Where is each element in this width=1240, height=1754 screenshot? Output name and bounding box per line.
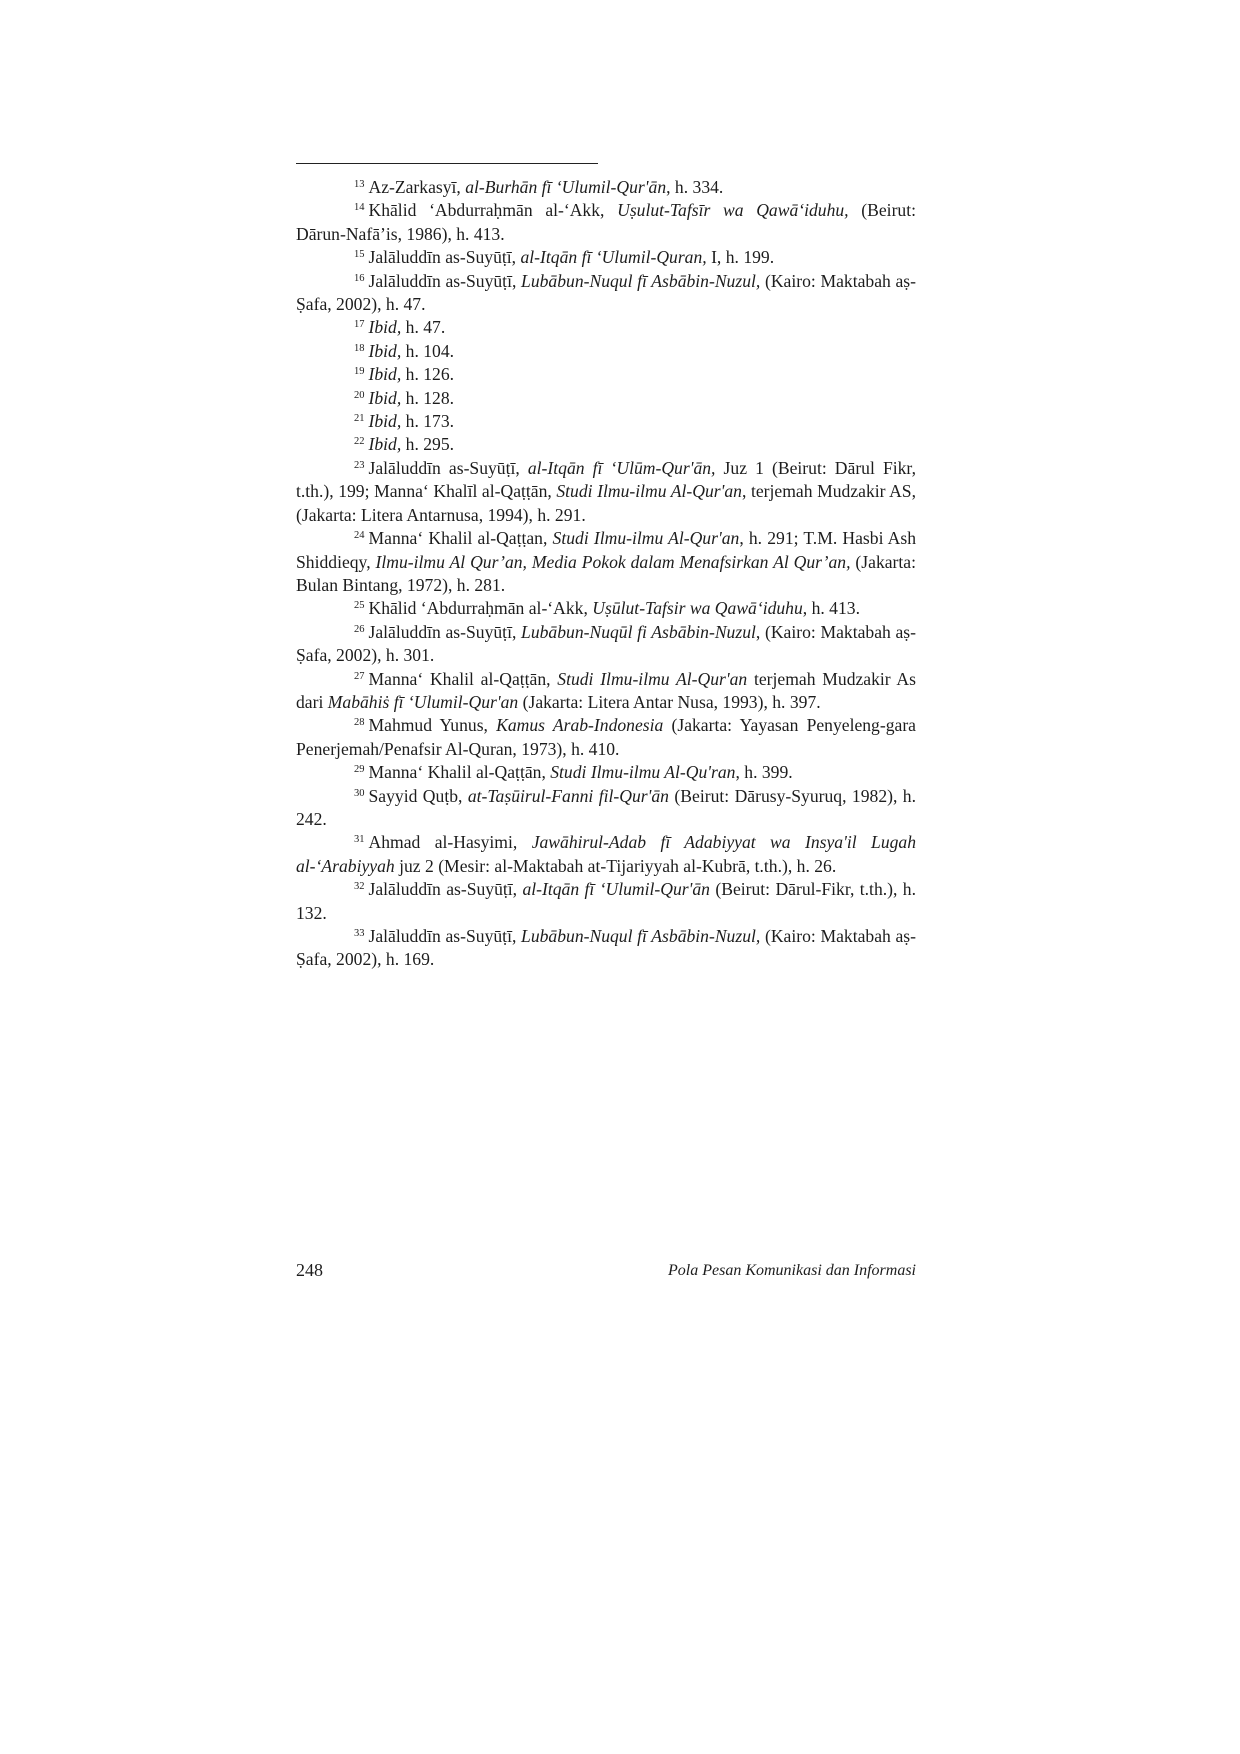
- footnote-text: (Beirut: Dārusy-Syuruq, 1982), h. 242.: [296, 785, 917, 829]
- footnote-text: Khālid ‘Abdurraḥmān al-‘Akk,: [368, 598, 593, 619]
- footnote-title-italic: Studi Ilmu-ilmu Al-Qu'ran: [550, 762, 736, 783]
- footnote-title-italic: Lubābun-Nuqul fī Asbābin-Nuzul,: [521, 926, 761, 946]
- footnote-text: h. 295.: [401, 434, 455, 455]
- footnote-title-italic: Jawāhirul-Adab fī Adabiyyat wa Insya'il Lugah al-‘Arabiyyah: [296, 832, 917, 876]
- footnote-text: h. 173.: [401, 411, 455, 432]
- footnote-number: 24: [354, 530, 365, 542]
- footnote-title-italic: Ilmu-ilmu Al Qur’an, Media Pokok dalam Menafsirkan Al Qur’an,: [375, 551, 851, 572]
- footnote-title-italic: Kamus Arab-Indonesia: [496, 715, 664, 736]
- footnote-33: [296, 925, 916, 972]
- footnote-text: I, h. 199.: [706, 247, 775, 268]
- footnote-title-italic: Lubābun-Nuqūl fi Asbābin-Nuzul: [521, 621, 756, 642]
- footnote-separator-rule: [296, 163, 598, 164]
- footnote-number: 31: [354, 834, 365, 846]
- footnotes-list: [296, 176, 916, 972]
- footnote-text: Jalāluddīn as-Suyūṭī,: [368, 247, 521, 268]
- footnote-31: [296, 831, 916, 878]
- footnote-title-italic: al-Itqān fī ‘Ulūm-Qur'ān,: [527, 457, 716, 478]
- footnote-number: 18: [354, 342, 365, 354]
- footnote-21: [296, 410, 916, 433]
- footnote-text: Jalāluddīn as-Suyūṭī,: [368, 621, 522, 642]
- footnote-text: , h. 291; T.M. Hasbi Ash Shiddieqy,: [296, 528, 916, 572]
- footnote-title-italic: Lubābun-Nuqul fī Asbābin-Nuzul,: [521, 270, 761, 291]
- footnote-number: 32: [354, 881, 365, 893]
- footnote-number: 13: [354, 179, 365, 190]
- footnote-title-italic: Studi Ilmu-ilmu Al-Qur'an: [557, 668, 748, 689]
- footnote-title-italic: Uṣulut-Tafsīr wa Qawā‘iduhu,: [617, 200, 849, 221]
- footnote-text: juz 2 (Mesir: al-Maktabah at-Tijariyyah al-Kubrā, t.th.), h. 26.: [394, 855, 837, 876]
- footnote-text: Manna‘ Khalil al-Qaṭṭān,: [368, 762, 551, 783]
- footnote-text: Juz 1 (Beirut: Dārul Fikr, t.th.), 199; Manna‘ Khalīl al-Qaṭṭān,: [296, 457, 916, 502]
- footnote-14: [296, 199, 916, 246]
- footnote-30: [296, 785, 916, 832]
- footnote-number: 20: [354, 389, 365, 401]
- footnote-text: , h. 399.: [735, 762, 793, 783]
- footnote-text: Jalāluddīn as-Suyūṭī,: [368, 457, 528, 478]
- footnote-text: Jalāluddīn as-Suyūṭī,: [368, 879, 523, 900]
- footnote-number: 27: [354, 670, 365, 682]
- footnote-title-italic: al-Burhān fī ‘Ulumil-Qur'ān: [465, 177, 667, 197]
- footnote-text: Az-Zarkasyī,: [368, 177, 466, 197]
- footnote-title-italic: al-Itqān fī ‘Ulumil-Qur'ān: [522, 879, 710, 900]
- footnote-number: 17: [354, 319, 365, 331]
- footnote-19: [296, 363, 916, 386]
- footnote-text: (Jakarta: Yayasan Penyeleng-gara Penerjemah/Penafsir Al-Quran, 1973), h. 410.: [296, 715, 916, 759]
- footnote-text: Jalāluddīn as-Suyūṭī,: [368, 926, 522, 946]
- footnote-title-italic: Ibid,: [368, 387, 402, 408]
- footnote-title-italic: Mabāhiṡ fī ‘Ulumil-Qur'an: [327, 691, 519, 712]
- footnote-text: (Jakarta: Bulan Bintang, 1972), h. 281.: [296, 551, 916, 595]
- footnote-text: h. 47.: [401, 317, 446, 338]
- footnote-text: Khālid ‘Abdurraḥmān al-‘Akk,: [368, 200, 618, 221]
- footnote-title-italic: Studi Ilmu-ilmu Al-Qur'an: [556, 481, 742, 502]
- footnote-text: , (Kairo: Maktabah aṣ-Ṣafa, 2002), h. 301.: [296, 621, 916, 666]
- footnote-title-italic: Ibid,: [368, 340, 402, 361]
- footnote-26: [296, 621, 916, 668]
- footnote-title-italic: Studi Ilmu-ilmu Al-Qur'an: [552, 528, 740, 549]
- footnote-text: Manna‘ Khalil al-Qaṭṭan,: [368, 528, 553, 549]
- footnote-24: [296, 527, 916, 597]
- footnote-text: (Jakarta: Litera Antar Nusa, 1993), h. 397.: [518, 691, 821, 712]
- footnote-title-italic: Ibid,: [368, 364, 402, 385]
- footnote-text: terjemah Mudzakir As dari: [296, 668, 916, 712]
- footnote-28: [296, 714, 916, 761]
- footnote-title-italic: Ibid,: [368, 411, 402, 432]
- footnote-number: 23: [354, 459, 365, 471]
- footnote-27: [296, 668, 916, 715]
- footnote-text: Manna‘ Khalil al-Qaṭṭān,: [368, 668, 558, 689]
- page-number: 248: [296, 1260, 323, 1280]
- footnote-number: 19: [354, 366, 365, 378]
- footnote-text: (Beirut: Dārul-Fikr, t.th.), h. 132.: [296, 879, 916, 923]
- footnote-text: Ahmad al-Hasyimi,: [368, 832, 532, 853]
- footnote-text: Mahmud Yunus,: [368, 715, 497, 736]
- footnote-number: 33: [354, 928, 365, 939]
- footnote-number: 21: [354, 413, 365, 425]
- footnote-text: Sayyid Quṭb,: [368, 785, 468, 806]
- footnote-text: (Beirut: Dārun-Nafā’is, 1986), h. 413.: [296, 200, 916, 244]
- footnote-text: Jalāluddīn as-Suyūṭī,: [368, 270, 522, 291]
- footnote-text: (Kairo: Maktabah aṣ-Ṣafa, 2002), h. 169.: [296, 926, 916, 970]
- footnote-16: [296, 270, 916, 317]
- footnote-text: , h. 413.: [802, 598, 860, 619]
- footnote-title-italic: al-Itqān fī ‘Ulumil-Quran,: [520, 247, 707, 268]
- footnote-text: (Kairo: Maktabah aṣ-Ṣafa, 2002), h. 47.: [296, 270, 916, 315]
- footnote-number: 30: [354, 787, 365, 799]
- footnote-text: h. 104.: [401, 340, 455, 361]
- footnote-title-italic: Ibid,: [368, 434, 402, 455]
- footnote-text: , terjemah Mudzakir AS, (Jakarta: Litera Antarnusa, 1994), h. 291.: [296, 481, 916, 525]
- footnote-text: , h. 334.: [666, 177, 724, 197]
- footnote-title-italic: Uṣūlut-Tafsir wa Qawā‘iduhu: [592, 598, 803, 619]
- footnote-number: 25: [354, 600, 365, 612]
- footnote-title-italic: Ibid,: [368, 317, 402, 338]
- footnote-number: 28: [354, 717, 365, 729]
- footnote-number: 29: [354, 764, 365, 776]
- footnote-title-italic: at-Taṣūirul-Fanni fil-Qur'ān: [467, 785, 669, 806]
- footnote-number: 14: [354, 202, 365, 214]
- footnote-29: [296, 761, 916, 784]
- footnote-20: [296, 387, 916, 410]
- page-footer: [296, 1260, 916, 1286]
- running-head: Pola Pesan Komunikasi dan Informasi: [668, 1262, 916, 1279]
- footnote-23: [296, 457, 916, 527]
- footnote-17: [296, 316, 916, 339]
- footnote-number: 26: [354, 623, 365, 635]
- footnote-32: [296, 878, 916, 925]
- footnote-text: h. 128.: [401, 387, 455, 408]
- footnote-22: [296, 433, 916, 456]
- footnote-13: [296, 176, 916, 199]
- footnote-15: [296, 246, 916, 269]
- footnote-25: [296, 597, 916, 620]
- footnote-number: 22: [354, 436, 365, 448]
- footnote-text: h. 126.: [401, 364, 455, 385]
- footnote-number: 15: [354, 249, 365, 261]
- footnote-number: 16: [354, 272, 365, 284]
- footnote-18: [296, 340, 916, 363]
